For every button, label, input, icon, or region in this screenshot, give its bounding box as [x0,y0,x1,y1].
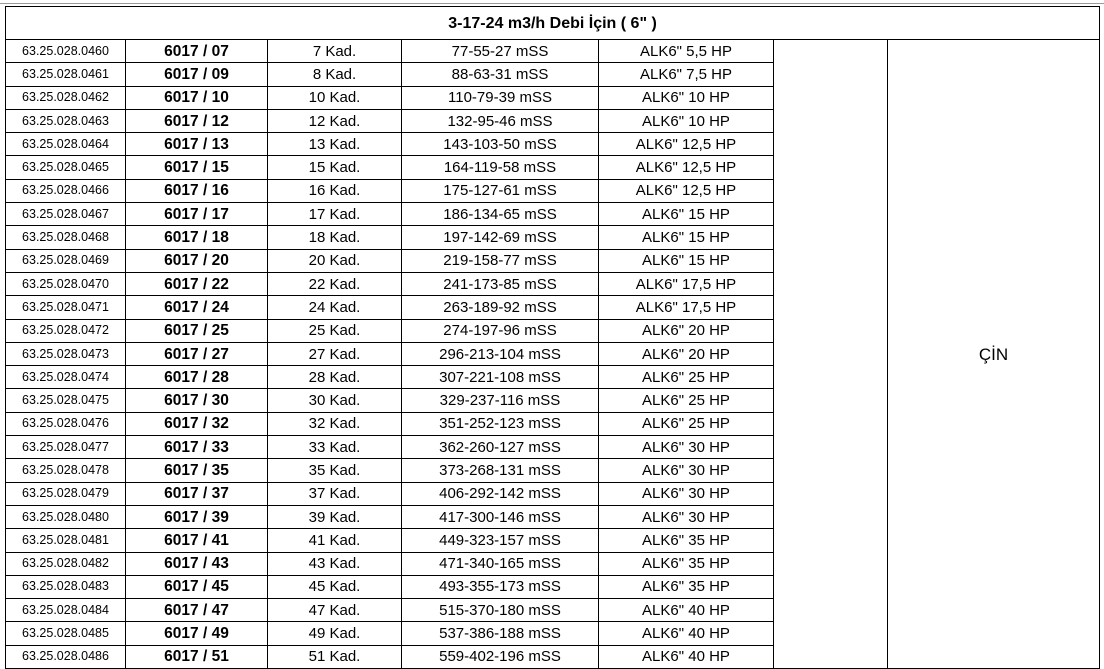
stage-count-cell: 24 Kad. [268,296,402,319]
stage-count-cell: 41 Kad. [268,529,402,552]
head-values-cell: 274-197-96 mSS [402,319,599,342]
motor-cell: ALK6" 15 HP [599,249,774,272]
motor-cell: ALK6" 7,5 HP [599,63,774,86]
part-code-cell: 63.25.028.0476 [6,412,126,435]
origin-country-cell: ÇİN [888,40,1100,669]
head-values-cell: 471-340-165 mSS [402,552,599,575]
motor-cell: ALK6" 17,5 HP [599,272,774,295]
table-row [6,40,1100,63]
pump-model-cell: 6017 / 51 [126,645,268,668]
part-code-cell: 63.25.028.0466 [6,179,126,202]
stage-count-cell: 13 Kad. [268,133,402,156]
pump-model-cell: 6017 / 24 [126,296,268,319]
empty-column-cell [774,40,888,669]
part-code-cell: 63.25.028.0486 [6,645,126,668]
head-values-cell: 493-355-173 mSS [402,575,599,598]
head-values-cell: 175-127-61 mSS [402,179,599,202]
head-values-cell: 373-268-131 mSS [402,459,599,482]
motor-cell: ALK6" 35 HP [599,575,774,598]
stage-count-cell: 7 Kad. [268,40,402,63]
head-values-cell: 417-300-146 mSS [402,505,599,528]
pump-model-cell: 6017 / 27 [126,342,268,365]
head-values-cell: 351-252-123 mSS [402,412,599,435]
part-code-cell: 63.25.028.0481 [6,529,126,552]
motor-cell: ALK6" 15 HP [599,226,774,249]
head-values-cell: 537-386-188 mSS [402,622,599,645]
stage-count-cell: 47 Kad. [268,599,402,622]
pump-model-cell: 6017 / 07 [126,40,268,63]
part-code-cell: 63.25.028.0463 [6,109,126,132]
pump-model-cell: 6017 / 12 [126,109,268,132]
pump-model-cell: 6017 / 17 [126,203,268,226]
part-code-cell: 63.25.028.0460 [6,40,126,63]
motor-cell: ALK6" 35 HP [599,552,774,575]
motor-cell: ALK6" 30 HP [599,505,774,528]
motor-cell: ALK6" 40 HP [599,622,774,645]
part-code-cell: 63.25.028.0474 [6,366,126,389]
part-code-cell: 63.25.028.0465 [6,156,126,179]
part-code-cell: 63.25.028.0478 [6,459,126,482]
top-divider-line [0,3,1104,4]
head-values-cell: 219-158-77 mSS [402,249,599,272]
pump-model-cell: 6017 / 16 [126,179,268,202]
pump-model-cell: 6017 / 35 [126,459,268,482]
motor-cell: ALK6" 12,5 HP [599,133,774,156]
stage-count-cell: 18 Kad. [268,226,402,249]
part-code-cell: 63.25.028.0461 [6,63,126,86]
stage-count-cell: 49 Kad. [268,622,402,645]
head-values-cell: 406-292-142 mSS [402,482,599,505]
motor-cell: ALK6" 5,5 HP [599,40,774,63]
stage-count-cell: 39 Kad. [268,505,402,528]
pump-model-cell: 6017 / 15 [126,156,268,179]
pump-model-cell: 6017 / 39 [126,505,268,528]
pump-model-cell: 6017 / 45 [126,575,268,598]
pump-model-cell: 6017 / 41 [126,529,268,552]
motor-cell: ALK6" 17,5 HP [599,296,774,319]
motor-cell: ALK6" 25 HP [599,389,774,412]
head-values-cell: 77-55-27 mSS [402,40,599,63]
pump-model-cell: 6017 / 20 [126,249,268,272]
motor-cell: ALK6" 30 HP [599,436,774,459]
head-values-cell: 559-402-196 mSS [402,645,599,668]
part-code-cell: 63.25.028.0483 [6,575,126,598]
pump-model-cell: 6017 / 18 [126,226,268,249]
head-values-cell: 263-189-92 mSS [402,296,599,319]
pump-model-cell: 6017 / 37 [126,482,268,505]
stage-count-cell: 35 Kad. [268,459,402,482]
head-values-cell: 296-213-104 mSS [402,342,599,365]
stage-count-cell: 51 Kad. [268,645,402,668]
motor-cell: ALK6" 20 HP [599,342,774,365]
motor-cell: ALK6" 10 HP [599,109,774,132]
head-values-cell: 515-370-180 mSS [402,599,599,622]
head-values-cell: 362-260-127 mSS [402,436,599,459]
head-values-cell: 329-237-116 mSS [402,389,599,412]
motor-cell: ALK6" 35 HP [599,529,774,552]
pump-price-table-sheet [5,6,1099,669]
part-code-cell: 63.25.028.0480 [6,505,126,528]
part-code-cell: 63.25.028.0468 [6,226,126,249]
part-code-cell: 63.25.028.0475 [6,389,126,412]
part-code-cell: 63.25.028.0484 [6,599,126,622]
head-values-cell: 186-134-65 mSS [402,203,599,226]
pump-model-cell: 6017 / 30 [126,389,268,412]
part-code-cell: 63.25.028.0477 [6,436,126,459]
pump-model-cell: 6017 / 13 [126,133,268,156]
head-values-cell: 449-323-157 mSS [402,529,599,552]
pump-model-cell: 6017 / 32 [126,412,268,435]
head-values-cell: 132-95-46 mSS [402,109,599,132]
stage-count-cell: 12 Kad. [268,109,402,132]
table-body [6,7,1100,669]
stage-count-cell: 43 Kad. [268,552,402,575]
head-values-cell: 241-173-85 mSS [402,272,599,295]
table-title: 3-17-24 m3/h Debi İçin ( 6" ) [6,7,1100,40]
head-values-cell: 110-79-39 mSS [402,86,599,109]
part-code-cell: 63.25.028.0485 [6,622,126,645]
stage-count-cell: 25 Kad. [268,319,402,342]
part-code-cell: 63.25.028.0469 [6,249,126,272]
motor-cell: ALK6" 25 HP [599,366,774,389]
head-values-cell: 164-119-58 mSS [402,156,599,179]
motor-cell: ALK6" 30 HP [599,482,774,505]
stage-count-cell: 28 Kad. [268,366,402,389]
pump-model-cell: 6017 / 28 [126,366,268,389]
pump-model-cell: 6017 / 09 [126,63,268,86]
stage-count-cell: 22 Kad. [268,272,402,295]
pump-model-cell: 6017 / 49 [126,622,268,645]
stage-count-cell: 17 Kad. [268,203,402,226]
pump-model-cell: 6017 / 22 [126,272,268,295]
part-code-cell: 63.25.028.0464 [6,133,126,156]
table-title-row [6,7,1100,40]
part-code-cell: 63.25.028.0467 [6,203,126,226]
pump-model-cell: 6017 / 33 [126,436,268,459]
head-values-cell: 88-63-31 mSS [402,63,599,86]
pump-spec-table [5,6,1100,669]
part-code-cell: 63.25.028.0472 [6,319,126,342]
motor-cell: ALK6" 10 HP [599,86,774,109]
stage-count-cell: 27 Kad. [268,342,402,365]
stage-count-cell: 16 Kad. [268,179,402,202]
stage-count-cell: 20 Kad. [268,249,402,272]
stage-count-cell: 30 Kad. [268,389,402,412]
part-code-cell: 63.25.028.0482 [6,552,126,575]
stage-count-cell: 45 Kad. [268,575,402,598]
part-code-cell: 63.25.028.0471 [6,296,126,319]
motor-cell: ALK6" 30 HP [599,459,774,482]
head-values-cell: 307-221-108 mSS [402,366,599,389]
pump-model-cell: 6017 / 43 [126,552,268,575]
pump-model-cell: 6017 / 10 [126,86,268,109]
motor-cell: ALK6" 12,5 HP [599,156,774,179]
head-values-cell: 197-142-69 mSS [402,226,599,249]
motor-cell: ALK6" 15 HP [599,203,774,226]
stage-count-cell: 32 Kad. [268,412,402,435]
stage-count-cell: 10 Kad. [268,86,402,109]
stage-count-cell: 15 Kad. [268,156,402,179]
part-code-cell: 63.25.028.0470 [6,272,126,295]
motor-cell: ALK6" 12,5 HP [599,179,774,202]
motor-cell: ALK6" 20 HP [599,319,774,342]
pump-model-cell: 6017 / 25 [126,319,268,342]
motor-cell: ALK6" 40 HP [599,599,774,622]
part-code-cell: 63.25.028.0479 [6,482,126,505]
stage-count-cell: 37 Kad. [268,482,402,505]
head-values-cell: 143-103-50 mSS [402,133,599,156]
stage-count-cell: 8 Kad. [268,63,402,86]
part-code-cell: 63.25.028.0462 [6,86,126,109]
stage-count-cell: 33 Kad. [268,436,402,459]
motor-cell: ALK6" 40 HP [599,645,774,668]
motor-cell: ALK6" 25 HP [599,412,774,435]
part-code-cell: 63.25.028.0473 [6,342,126,365]
pump-model-cell: 6017 / 47 [126,599,268,622]
